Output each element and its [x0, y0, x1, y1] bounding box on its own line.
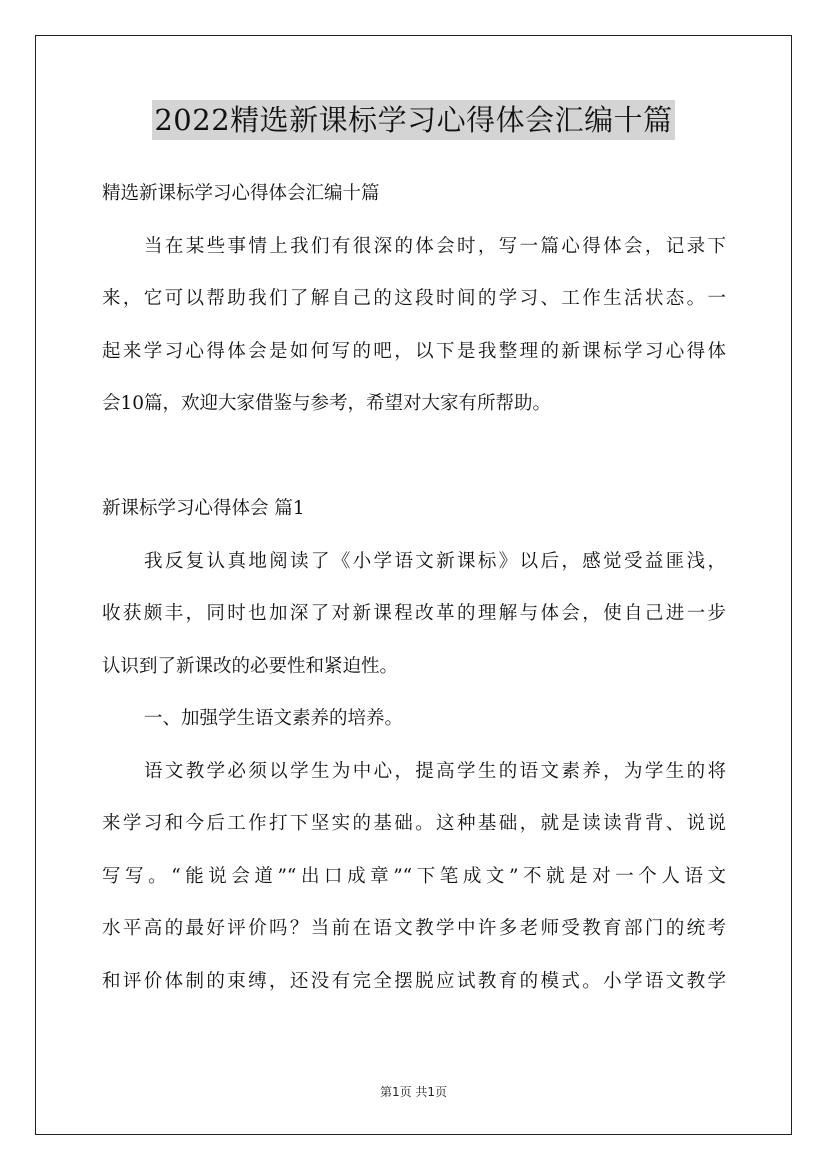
paragraph-gap — [102, 439, 726, 492]
intro-line: 来，它可以帮助我们了解自己的这段时间的学习、工作生活状态。一 — [102, 288, 726, 309]
paragraph-line: 认识到了新课改的必要性和紧迫性。 — [102, 655, 399, 677]
intro-line: 当在某些事情上我们有很深的体会时，写一篇心得体会，记录下 — [144, 235, 726, 257]
page-footer: 第1页 共1页 — [379, 1085, 448, 1099]
paragraph-line: 语文教学必须以学生为中心，提高学生的语文素养，为学生的将 — [144, 760, 726, 782]
title-wrap — [0, 100, 827, 140]
intro-line: 起来学习心得体会是如何写的吧，以下是我整理的新课标学习心得体 — [102, 340, 726, 362]
paragraph-line: 水平高的最好评价吗？当前在语文教学中许多老师受教育部门的统考 — [102, 918, 726, 939]
section-heading: 新课标学习心得体会 篇1 — [102, 498, 305, 519]
paragraph-line: 来学习和今后工作打下坚实的基础。这种基础，就是读读背背、说说 — [102, 813, 726, 834]
point-heading: 一、加强学生语文素养的培养。 — [144, 708, 404, 729]
paragraph-line: 收获颇丰，同时也加深了对新课程改革的理解与体会，使自己进一步 — [102, 603, 726, 624]
paragraph-line: 写写。“能说会道”“出口成章”“下笔成文”不就是对一个人语文 — [102, 865, 726, 887]
document-subtitle: 精选新课标学习心得体会汇编十篇 — [102, 183, 380, 204]
document-body — [102, 176, 726, 1016]
paragraph-line: 我反复认真地阅读了《小学语文新课标》以后，感觉受益匪浅， — [144, 550, 726, 572]
document-title: 2022精选新课标学习心得体会汇编十篇 — [152, 100, 674, 140]
paragraph-line: 和评价体制的束缚，还没有完全摆脱应试教育的模式。小学语文教学 — [102, 970, 726, 992]
intro-line: 会10篇，欢迎大家借鉴与参考，希望对大家有所帮助。 — [102, 393, 552, 414]
